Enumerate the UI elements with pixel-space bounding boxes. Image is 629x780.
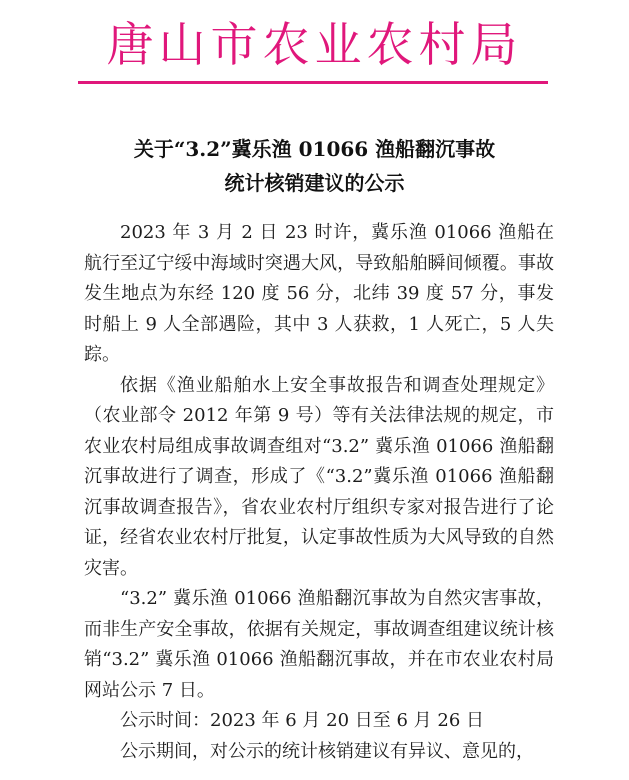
notice-body: [84, 218, 554, 767]
paragraph-incident: 2023 年 3 月 2 日 23 时许，冀乐渔 01066 渔船在航行至辽宁绥中海域时突遇大风，导致船舶瞬间倾覆。事故发生地点为东经 120 度 56 分，北纬 39 度 57 分，事发时船上 9 人全部遇险，其中 3 人获救，1 人死亡，5 人失踪。: [84, 222, 554, 365]
title-line-1: 关于“3.2”冀乐渔 01066 渔船翻沉事故: [133, 137, 496, 161]
header-divider: [78, 81, 548, 84]
notice-title: [0, 132, 629, 200]
paragraph-conclusion: “3.2” 冀乐渔 01066 渔船翻沉事故为自然灾害事故，而非生产安全事故，依据有关规定，事故调查组建议统计核销“3.2” 冀乐渔 01066 渔船翻沉事故，并在市农业农村局网站公示 7 日。: [84, 588, 554, 701]
title-line-2: 统计核销建议的公示: [224, 171, 405, 195]
paragraph-objection: 公示期间，对公示的统计核销建议有异议、意见的，: [120, 740, 534, 762]
organization-header: 唐山市农业农村局: [106, 18, 523, 73]
paragraph-investigation: 依据《渔业船舶水上安全事故报告和调查处理规定》（农业部令 2012 年第 9 号）等有关法律法规的规定，市农业农村局组成事故调查组对“3.2” 冀乐渔 01066 渔船翻沉事故进行了调查，形成了《“3.2”冀乐渔 01066 渔船翻沉事故调查报告》，省农业农村厅组织专家对报告进行了论证，经省农业农村厅批复，认定事故性质为大风导致的自然灾害。: [84, 374, 554, 579]
paragraph-publicity-period: 公示时间：2023 年 6 月 20 日至 6 月 26 日: [120, 710, 485, 731]
